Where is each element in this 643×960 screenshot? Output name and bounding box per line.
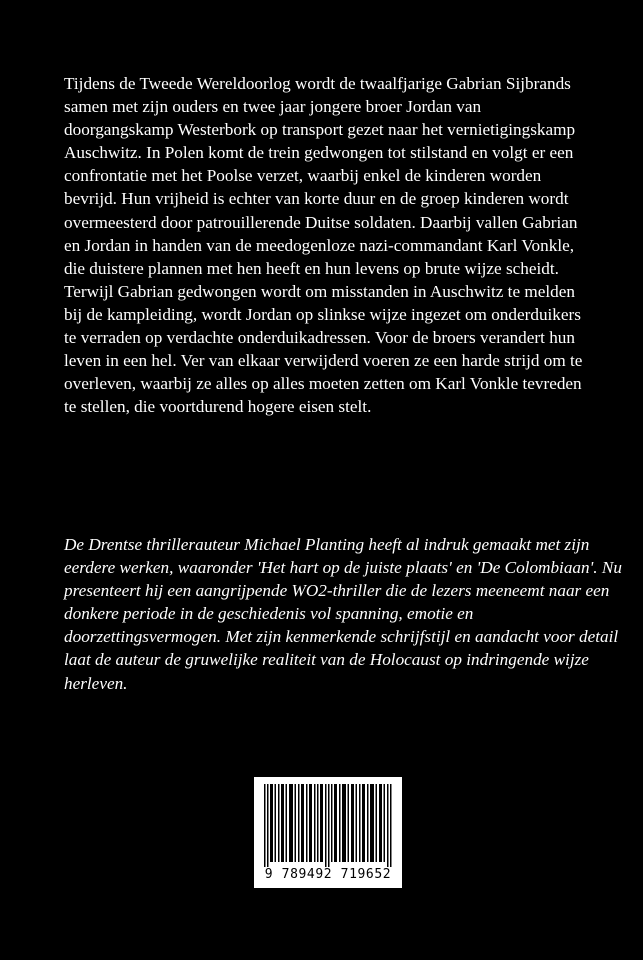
- synopsis-paragraph: Tijdens de Tweede Wereldoorlog wordt de twaalfjarige Gabrian Sijbrands samen met zijn ouders en twee jaar jongere broer Jordan van doorgangskamp Westerbork op transport gezet naar het vernietigingskamp Auschwitz. In Polen komt de trein gedwongen tot stilstand en volgt er een confrontatie met het Poolse verzet, waarbij enkel de kinderen worden bevrijd. Hun vrijheid is echter van korte duur en de groep kinderen wordt overmeesterd door patrouillerende Duitse soldaten. Daarbij vallen Gabrian en Jordan in handen van de meedogenloze nazi-commandant Karl Vonkle, die duistere plannen met hen heeft en hun levens op brute wijze scheidt. Terwijl Gabrian gedwongen wordt om misstanden in Auschwitz te melden bij de kampleiding, wordt Jordan op slinkse wijze ingezet om onderduikers te verraden op verdachte onderduikadressen. Voor de broers verandert hun leven in een hel. Ver van elkaar verwijderd voeren ze een harde strijd om te overleven, waarbij ze alles op alles moeten zetten om Karl Vonkle tevreden te stellen, die voortdurend hogere eisen stelt.: [64, 74, 583, 417]
- isbn-number: 9 789492 719652: [264, 867, 392, 882]
- author-blurb-paragraph: De Drentse thrillerauteur Michael Planting heeft al indruk gemaakt met zijn eerdere werken, waaronder 'Het hart op de juiste plaats' en 'De Colombiaan'. Nu presenteert hij een aangrijpende WO2-thriller die de lezers meeneemt naar een donkere periode in de geschiedenis vol spanning, emotie en doorzettingsvermogen. Met zijn kenmerkende schrijfstijl en aandacht voor detail laat de auteur de gruwelijke realiteit van de Holocaust op indringende wijze herleven.: [64, 535, 622, 693]
- isbn-barcode: [254, 777, 402, 888]
- barcode-bars-icon: [264, 784, 392, 867]
